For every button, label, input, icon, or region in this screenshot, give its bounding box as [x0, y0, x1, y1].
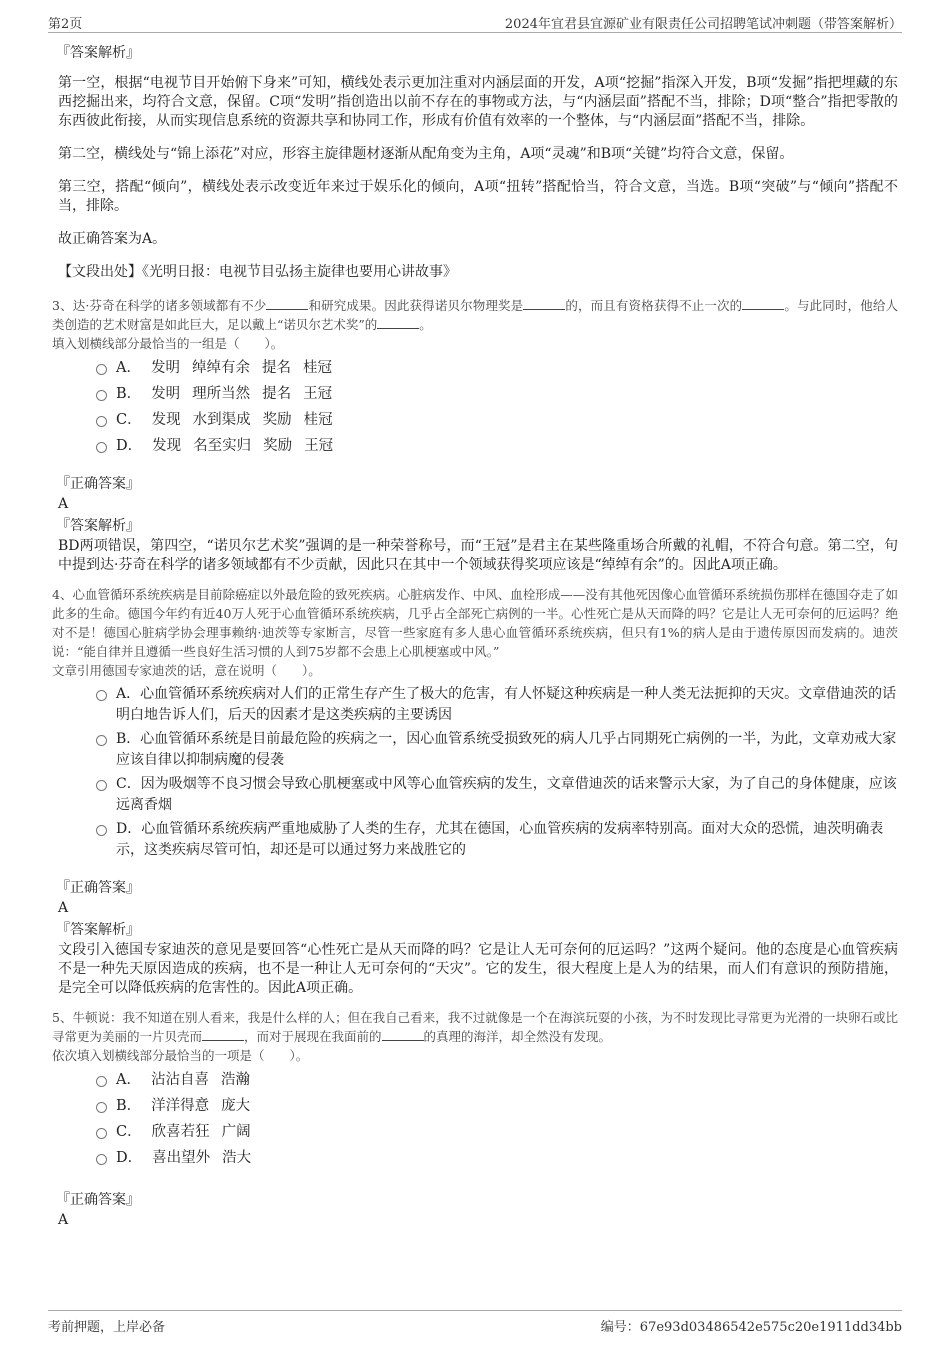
q2-analysis-p2: 第二空，横线处与“锦上添花”对应，形容主旋律题材逐渐从配角变为主角，A项“灵魂”和B项“关键”均符合文意，保留。: [58, 146, 794, 162]
page-content: [52, 44, 898, 1233]
radio-icon[interactable]: [96, 690, 107, 701]
q3-option-d[interactable]: D． 发现 名至实归 奖励 王冠: [96, 435, 898, 457]
q3-option-a[interactable]: A． 发明 绰绰有余 提名 桂冠: [96, 357, 898, 379]
q3-stem: 3、达·芬奇在科学的诸多领域都有不少 和研究成果。因此获得诺贝尔物理奖是 的，而且有资格获得不止一次的 。与此同时，他给人类创造的艺术财富是如此巨大，足以戴上“诺贝尔艺术奖”的 。 填入划横线部分最恰当的一组是（ ）。: [52, 298, 898, 351]
q3-analysis-label: 『答案解析』: [56, 518, 140, 534]
radio-icon[interactable]: [96, 1102, 107, 1113]
q4-ask: 文章引用德国专家迪茨的话，意在说明（ ）。: [52, 663, 321, 678]
q4-analysis: 文段引入德国专家迪茨的意见是要回答“心性死亡是从天而降的吗？它是让人无可奈何的厄运吗？”这两个疑问。他的态度是心血管疾病不是一种先天原因造成的疾病，也不是一种让人无可奈何的“天灾”。它的发生，很大程度上是人为的结果，而人们有意识的预防措施，是完全可以降低疾病的危害性的。因此A项正确。: [58, 942, 898, 996]
q4-option-b[interactable]: B．心血管循环系统是目前最危险的疾病之一，因心血管系统受损致死的病人几乎占同期死亡病例的一半，为此，文章劝戒大家应该自律以抑制病魔的侵袭: [96, 729, 898, 771]
q3-blank-3[interactable]: [742, 296, 784, 310]
q2-source: 【文段出处】《光明日报：电视节目弘扬主旋律也要用心讲故事》: [58, 264, 457, 280]
q2-analysis-p1: 第一空，根据“电视节目开始俯下身来”可知，横线处表示更加注重对内涵层面的开发，A项“挖掘”指深入开发，B项“发掘”指把埋藏的东西挖掘出来，均符合文意，保留。C项“发明”指创造出以前不存在的事物或方法，与“内涵层面”搭配不当，排除；D项“整合”指把零散的东西彼此衔接，从而实现信息系统的资源共享和协同工作，形成有价值有效率的一个整体，与“内涵层面”搭配不当，排除。: [58, 75, 898, 129]
q5-option-d[interactable]: D． 喜出望外 浩大: [96, 1147, 898, 1169]
radio-icon[interactable]: [96, 825, 107, 836]
q5-correct-label: 『正确答案』: [56, 1192, 140, 1208]
footer-serial: 编号：67e93d03486542e575c20e1911dd34bb: [600, 1320, 902, 1335]
q5-blank-1[interactable]: [202, 1027, 244, 1041]
q4-option-d[interactable]: D．心血管循环系统疾病严重地威胁了人类的生存，尤其在德国，心血管疾病的发病率特别高。面对大众的恐慌，迪茨明确表示，这类疾病尽管可怕，却还是可以通过努力来战胜它的: [96, 819, 898, 861]
q2-analysis-p3: 第三空，搭配“倾向”，横线处表示改变近年来过于娱乐化的倾向，A项“扭转”搭配恰当，符合文意，当选。B项“突破”与“倾向”搭配不当，排除。: [58, 179, 898, 214]
document-title: 2024年宜君县宜源矿业有限责任公司招聘笔试冲刺题（带答案解析）: [504, 17, 902, 32]
q4-option-c[interactable]: C．因为吸烟等不良习惯会导致心肌梗塞或中风等心血管疾病的发生，文章借迪茨的话来警示大家，为了自己的身体健康，应该远离香烟: [96, 774, 898, 816]
q4-option-a[interactable]: A．心血管循环系统疾病对人们的正常生存产生了极大的危害，有人怀疑这种疾病是一种人类无法扼抑的天灾。文章借迪茨的话明白地告诉人们，后天的因素才是这类疾病的主要诱因: [96, 684, 898, 726]
q3-blank-4[interactable]: [377, 315, 419, 329]
q4-analysis-label: 『答案解析』: [56, 922, 140, 938]
radio-icon[interactable]: [96, 780, 107, 791]
q3-correct-label: 『正确答案』: [56, 476, 140, 492]
radio-icon[interactable]: [96, 364, 107, 375]
q3-option-c[interactable]: C． 发现 水到渠成 奖励 桂冠: [96, 409, 898, 431]
q5-ask: 依次填入划横线部分最恰当的一项是（ ）。: [52, 1048, 309, 1063]
radio-icon[interactable]: [96, 442, 107, 453]
q4-options: [96, 684, 898, 861]
q3-ask: 填入划横线部分最恰当的一组是（ ）。: [52, 336, 284, 351]
q4-correct-label: 『正确答案』: [56, 880, 140, 896]
q5-option-b[interactable]: B． 洋洋得意 庞大: [96, 1095, 898, 1117]
page-header: [48, 10, 902, 33]
q5-correct-answer: A: [58, 1212, 69, 1228]
q3-blank-1[interactable]: [266, 296, 308, 310]
radio-icon[interactable]: [96, 1076, 107, 1087]
q4-correct-answer: A: [58, 900, 69, 916]
q2-analysis-label: 『答案解析』: [56, 45, 140, 61]
q3-option-b[interactable]: B． 发明 理所当然 提名 王冠: [96, 383, 898, 405]
radio-icon[interactable]: [96, 416, 107, 427]
q5-options: [96, 1069, 898, 1169]
radio-icon[interactable]: [96, 1128, 107, 1139]
q5-option-c[interactable]: C． 欣喜若狂 广阔: [96, 1121, 898, 1143]
q5-blank-2[interactable]: [382, 1027, 424, 1041]
footer-slogan: 考前押题，上岸必备: [48, 1320, 166, 1335]
q3-correct-answer: A: [58, 496, 69, 512]
q3-analysis: BD两项错误，第四空，“诺贝尔艺术奖”强调的是一种荣誉称号，而“王冠”是君主在某些隆重场合所戴的礼帽，不符合句意。第二空，句中提到达·芬奇在科学的诸多领域都有不少贡献，因此只在其中一个领域获得奖项应该是“绰绰有余”的。因此A项正确。: [58, 538, 898, 573]
page-footer: [48, 1310, 902, 1335]
q3-options: [96, 357, 898, 457]
radio-icon[interactable]: [96, 390, 107, 401]
radio-icon[interactable]: [96, 1154, 107, 1165]
q5-stem: 5、牛顿说：我不知道在别人看来，我是什么样的人；但在我自己看来，我不过就像是一个在海滨玩耍的小孩，为不时发现比寻常更为光滑的一块卵石或比寻常更为美丽的一片贝壳而 ，而对于展现在我面前的 的真理的海洋，却全然没有发现。 依次填入划横线部分最恰当的一项是（ ）。: [52, 1010, 898, 1063]
q3-blank-2[interactable]: [523, 296, 565, 310]
q4-stem: 4、心血管循环系统疾病是目前除癌症以外最危险的致死疾病。心脏病发作、中风、血栓形成——没有其他死因像心血管循环系统损伤那样在德国夺走了如此多的生命。德国今年约有近40万人死于心血管循环系统疾病，几乎占全部死亡病例的一半。心性死亡是从天而降的吗？它是让人无可奈何的厄运吗？绝对不是！德国心脏病学协会理事赖纳·迪茨等专家断言，尽管一些家庭有多人患心血管循环系统疾病，但只有1%的病人是由于遗传原因而发病的。迪茨说：“能自律并且遵循一些良好生活习惯的人到75岁都不会患上心肌梗塞或中风。” 文章引用德国专家迪茨的话，意在说明（ ）。: [52, 587, 898, 678]
radio-icon[interactable]: [96, 735, 107, 746]
q5-option-a[interactable]: A． 沾沾自喜 浩瀚: [96, 1069, 898, 1091]
page-number: 第2页: [48, 17, 83, 32]
q2-analysis-p4: 故正确答案为A。: [58, 231, 167, 247]
